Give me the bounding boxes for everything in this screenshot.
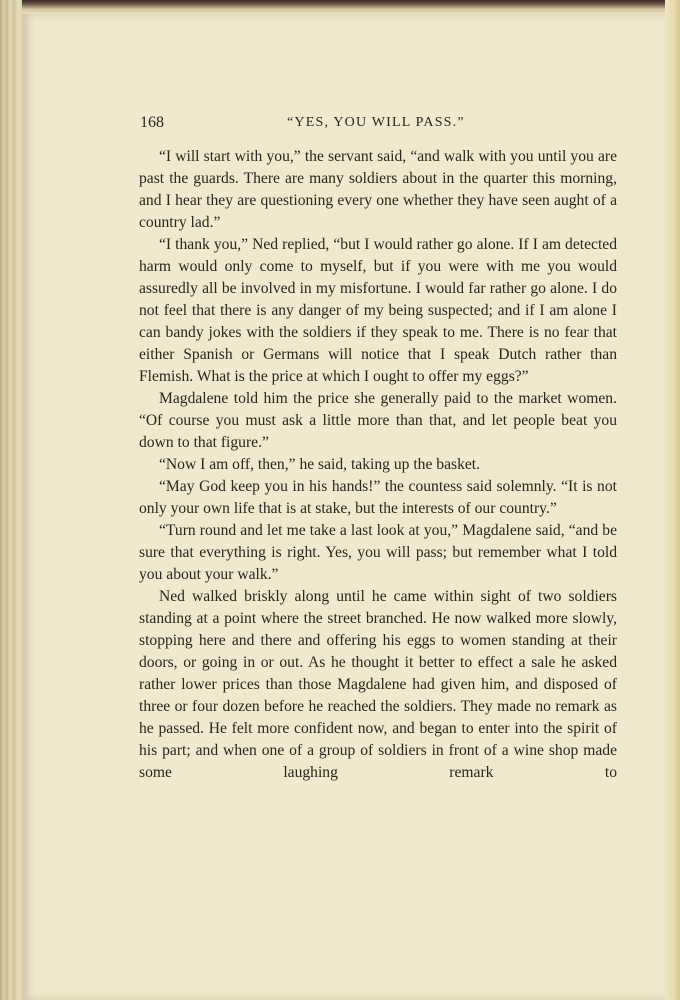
paragraph: Ned walked briskly along until he came within sight of two soldiers standing at a point where the street branched. He now walked more slowly, stopping here and there and offering his eggs to women standing at their doors, or going in or out. As he thought it better to effect a sale he asked rather lower prices than those Magdalene had given him, and disposed of three or four dozen before he reached the soldiers. They made no remark as he passed. He felt more confident now, and began to enter into the spirit of his part; and when one of a group of soldiers in front of a wine shop made some laughing remark to: [139, 588, 617, 781]
page-header: [140, 114, 540, 136]
paragraph: Magdalene told him the price she generally paid to the market women. “Of course you must ask a little more than that, and let people beat you down to that figure.”: [139, 390, 617, 451]
body-text: [139, 146, 617, 784]
book-spine-edge: [0, 0, 22, 1000]
paragraph: “Turn round and let me take a last look at you,” Magdalene said, “and be sure that everything is right. Yes, you will pass; but remember what I told you about your walk.”: [139, 522, 617, 583]
page-number: 168: [140, 114, 164, 131]
book-top-edge: [0, 0, 680, 14]
paragraph: “I thank you,” Ned replied, “but I would rather go alone. If I am detected harm would only come to myself, but if you were with me you would assuredly all be involved in my misfortune. I would far rather go alone. I do not feel that there is any danger of my being suspected; and if I am alone I can bandy jokes with the soldiers if they speak to me. There is no fear that either Spanish or Germans will notice that I speak Dutch rather than Flemish. What is the price at which I ought to offer my eggs?”: [139, 236, 617, 385]
paragraph: “Now I am off, then,” he said, taking up the basket.: [159, 456, 481, 473]
page-right-edge: [665, 0, 680, 1000]
running-head: “YES, YOU WILL PASS.”: [287, 115, 465, 130]
paragraph: “I will start with you,” the servant said, “and walk with you until you are past the guards. There are many soldiers about in the quarter this morning, and I hear they are questioning every one whether they have seen aught of a country lad.”: [139, 148, 617, 231]
paragraph: “May God keep you in his hands!” the countess said solemnly. “It is not only your own life that is at stake, but the interests of our country.”: [139, 478, 617, 517]
